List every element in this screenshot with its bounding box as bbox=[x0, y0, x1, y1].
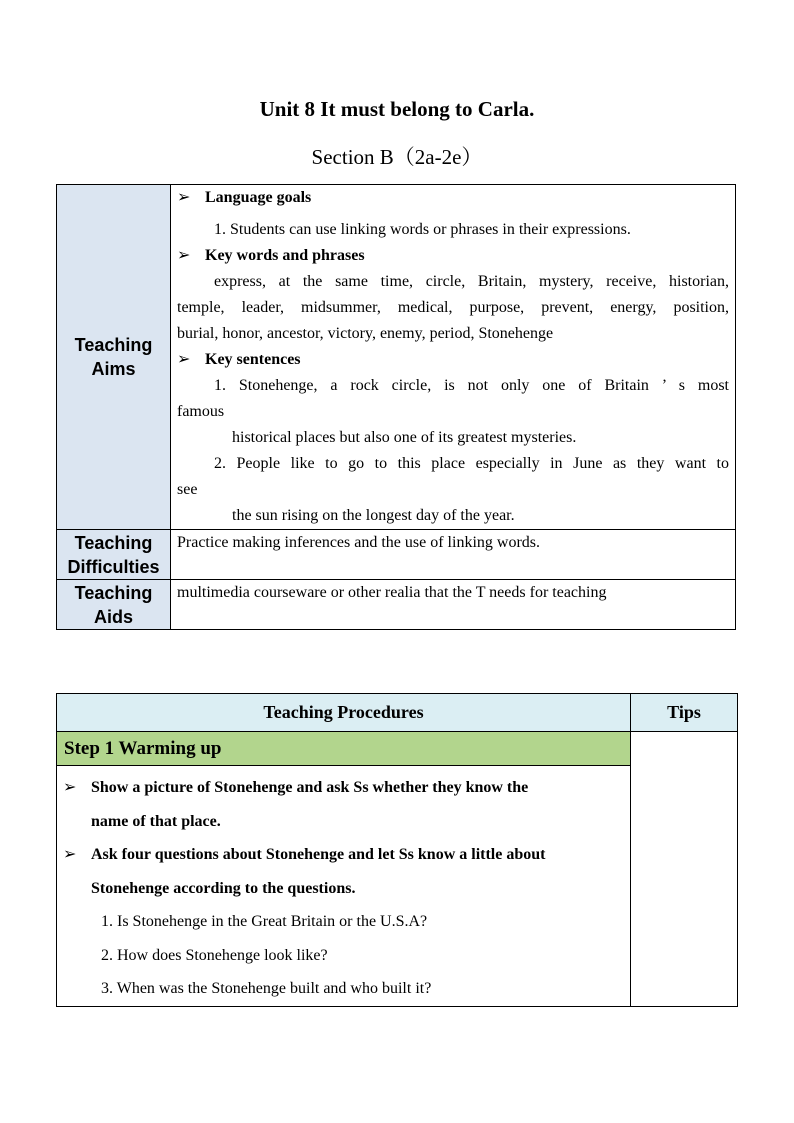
arrow-bullet-icon: ➢ bbox=[63, 846, 77, 863]
heading-text: Language goals bbox=[205, 189, 312, 206]
language-goals-item: 1. Students can use linking words or phrases in their expressions. bbox=[214, 221, 631, 238]
bullet-text: Show a picture of Stonehenge and ask Ss whether they know the bbox=[91, 779, 529, 796]
teaching-aims-table bbox=[56, 184, 736, 630]
key-words-line: burial, honor, ancestor, victory, enemy, period, Stonehenge bbox=[177, 325, 554, 342]
teaching-aids-label bbox=[57, 580, 171, 630]
bullet-text: Ask four questions about Stonehenge and let Ss know a little about bbox=[91, 846, 546, 863]
sentence-line: 1. Stonehenge, a rock circle, is not only one of Britain ’ s most bbox=[214, 377, 729, 394]
teaching-procedures-table bbox=[56, 693, 738, 1007]
label-line: Difficulties bbox=[67, 556, 160, 577]
bullet-continuation: name of that place. bbox=[91, 812, 221, 830]
heading-text: Key sentences bbox=[205, 351, 301, 368]
key-words-line: temple, leader, midsummer, medical, purpose, prevent, energy, position, bbox=[177, 299, 729, 316]
procedure-bullet bbox=[63, 771, 624, 805]
label-line: Aids bbox=[93, 606, 133, 627]
bullet-continuation: Stonehenge according to the questions. bbox=[91, 879, 356, 897]
heading-text: Key words and phrases bbox=[205, 247, 365, 264]
document-subtitle: Section B（2a-2e） bbox=[311, 145, 483, 169]
question-item: 1. Is Stonehenge in the Great Britain or the U.S.A? bbox=[101, 913, 428, 930]
teaching-aids-content: multimedia courseware or other realia that the T needs for teaching bbox=[171, 580, 736, 630]
teaching-aids-row bbox=[57, 580, 736, 630]
label-line: Teaching bbox=[74, 335, 153, 355]
label-line: Teaching bbox=[74, 532, 153, 553]
tips-header: Tips bbox=[631, 694, 738, 732]
key-words-line: express, at the same time, circle, Britain, mystery, receive, historian, bbox=[214, 273, 729, 290]
language-goals-heading bbox=[177, 185, 729, 211]
step1-row bbox=[57, 732, 738, 766]
step1-title: Step 1 Warming up bbox=[57, 732, 631, 766]
label-line: Teaching bbox=[74, 582, 153, 603]
sentence-line: historical places but also one of its greatest mysteries. bbox=[232, 429, 577, 446]
teaching-difficulties-label bbox=[57, 530, 171, 580]
arrow-bullet-icon: ➢ bbox=[177, 189, 191, 206]
step1-body bbox=[57, 766, 631, 1007]
label-line: Aims bbox=[91, 359, 136, 379]
arrow-bullet-icon: ➢ bbox=[177, 351, 191, 368]
sentence-line: famous bbox=[177, 403, 225, 420]
sentence-line: 2. People like to go to this place especially in June as they want to bbox=[214, 455, 729, 472]
key-words-heading bbox=[177, 243, 729, 269]
procedures-header-row bbox=[57, 694, 738, 732]
key-sentences-heading bbox=[177, 347, 729, 373]
teaching-difficulties-content: Practice making inferences and the use of linking words. bbox=[171, 530, 736, 580]
teaching-difficulties-row bbox=[57, 530, 736, 580]
procedures-header: Teaching Procedures bbox=[57, 694, 631, 732]
question-item: 2. How does Stonehenge look like? bbox=[101, 946, 328, 964]
teaching-aims-row bbox=[57, 185, 736, 530]
question-item: 3. When was the Stonehenge built and who built it? bbox=[101, 980, 432, 997]
tips-cell bbox=[631, 732, 738, 1007]
sentence-line: see bbox=[177, 481, 198, 498]
teaching-aims-label bbox=[57, 185, 171, 530]
teaching-aims-content bbox=[171, 185, 736, 530]
sentence-line: the sun rising on the longest day of the year. bbox=[232, 507, 515, 524]
arrow-bullet-icon: ➢ bbox=[177, 247, 191, 264]
arrow-bullet-icon: ➢ bbox=[63, 779, 77, 796]
procedure-bullet bbox=[63, 838, 624, 872]
document-title: Unit 8 It must belong to Carla. bbox=[259, 97, 535, 121]
